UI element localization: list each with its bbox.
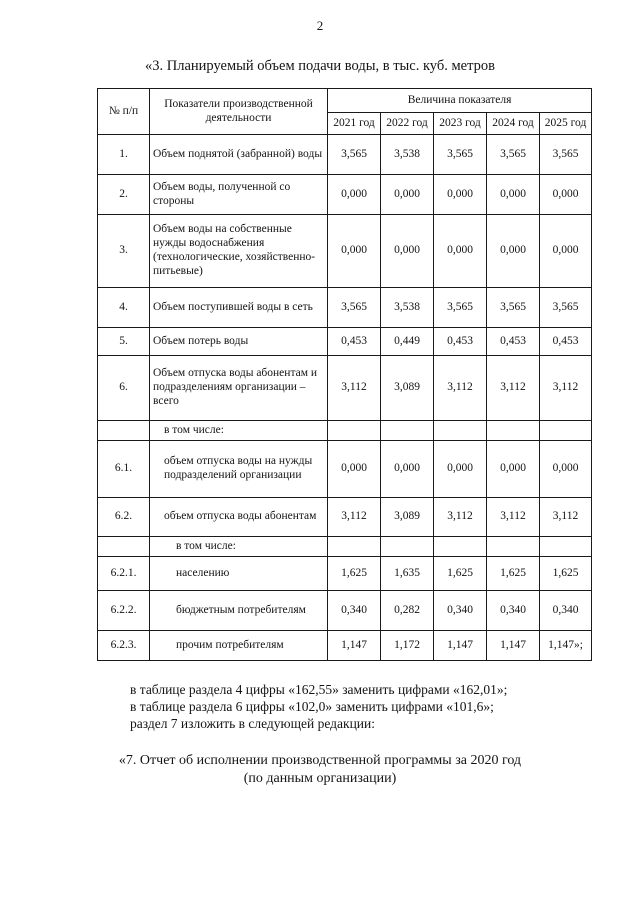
row-value: 3,565 xyxy=(434,135,487,175)
row-name: прочим потребителям xyxy=(150,631,328,661)
row-num: 6.2.1. xyxy=(98,557,150,591)
row-value: 0,000 xyxy=(381,441,434,498)
section-7-subtitle: (по данным организации) xyxy=(243,771,397,786)
row-value: 0,340 xyxy=(434,591,487,631)
row-value: 0,000 xyxy=(540,175,592,215)
row-value: 3,112 xyxy=(487,498,540,537)
row-value xyxy=(328,421,381,441)
row-name: объем отпуска воды на нужды подразделений организации xyxy=(150,441,328,498)
table-row xyxy=(98,175,592,215)
row-name: бюджетным потребителям xyxy=(150,591,328,631)
row-value xyxy=(434,421,487,441)
row-num: 3. xyxy=(98,215,150,288)
row-name: в том числе: xyxy=(150,421,328,441)
table-row xyxy=(98,591,592,631)
water-volume-table xyxy=(97,88,592,661)
amendment-text xyxy=(130,681,507,732)
row-value xyxy=(434,537,487,557)
row-value: 1,147 xyxy=(487,631,540,661)
row-value: 3,565 xyxy=(328,135,381,175)
row-value xyxy=(487,421,540,441)
header-num: № п/п xyxy=(98,89,150,135)
row-value: 0,340 xyxy=(328,591,381,631)
row-name: объем отпуска воды абонентам xyxy=(150,498,328,537)
row-value: 3,112 xyxy=(540,356,592,421)
section-7-title: «7. Отчет об исполнении производственной программы за 2020 год xyxy=(118,753,522,768)
section-title: «3. Планируемый объем подачи воды, в тыс. куб. метров xyxy=(145,58,495,74)
row-num xyxy=(98,421,150,441)
row-value: 1,147 xyxy=(434,631,487,661)
header-year: 2021 год xyxy=(328,113,381,135)
table-row xyxy=(98,421,592,441)
row-name: Объем поднятой (забранной) воды xyxy=(150,135,328,175)
row-value: 3,565 xyxy=(434,288,487,328)
row-value: 0,000 xyxy=(328,441,381,498)
row-value: 3,565 xyxy=(328,288,381,328)
amendment-line: раздел 7 изложить в следующей редакции: xyxy=(130,716,376,731)
row-num: 6. xyxy=(98,356,150,421)
header-year: 2024 год xyxy=(487,113,540,135)
row-value: 0,453 xyxy=(434,328,487,356)
row-value xyxy=(328,537,381,557)
row-num: 1. xyxy=(98,135,150,175)
row-value: 3,089 xyxy=(381,498,434,537)
row-value: 0,453 xyxy=(540,328,592,356)
row-value: 0,340 xyxy=(487,591,540,631)
row-num: 4. xyxy=(98,288,150,328)
table-row xyxy=(98,135,592,175)
row-num: 5. xyxy=(98,328,150,356)
row-value: 0,282 xyxy=(381,591,434,631)
row-value: 3,089 xyxy=(381,356,434,421)
row-value: 1,635 xyxy=(381,557,434,591)
table-row xyxy=(98,498,592,537)
row-value: 0,000 xyxy=(487,175,540,215)
row-value: 0,453 xyxy=(487,328,540,356)
row-num: 6.2.3. xyxy=(98,631,150,661)
section-7-heading xyxy=(0,752,640,788)
row-value: 0,000 xyxy=(328,175,381,215)
header-year: 2025 год xyxy=(540,113,592,135)
row-value: 3,112 xyxy=(434,356,487,421)
row-value xyxy=(540,421,592,441)
row-value: 3,538 xyxy=(381,288,434,328)
row-num xyxy=(98,537,150,557)
row-value: 3,538 xyxy=(381,135,434,175)
row-value: 3,565 xyxy=(540,288,592,328)
row-value xyxy=(540,537,592,557)
table-row xyxy=(98,631,592,661)
amendment-line: в таблице раздела 6 цифры «102,0» заменить цифрами «101,6»; xyxy=(130,699,494,714)
row-name: Объем воды на собственные нужды водоснабжения (технологические, хозяйственно-питьевые) xyxy=(150,215,328,288)
row-value: 3,112 xyxy=(487,356,540,421)
row-value: 0,000 xyxy=(434,215,487,288)
row-value: 0,000 xyxy=(434,175,487,215)
row-value: 3,565 xyxy=(540,135,592,175)
row-value: 0,453 xyxy=(328,328,381,356)
row-value: 1,147 xyxy=(328,631,381,661)
table-row xyxy=(98,215,592,288)
header-year: 2023 год xyxy=(434,113,487,135)
row-num: 6.1. xyxy=(98,441,150,498)
row-value: 3,565 xyxy=(487,288,540,328)
row-value: 0,000 xyxy=(381,175,434,215)
row-value: 0,340 xyxy=(540,591,592,631)
table-row xyxy=(98,288,592,328)
row-num: 2. xyxy=(98,175,150,215)
row-name: Объем воды, полученной со стороны xyxy=(150,175,328,215)
row-value: 3,112 xyxy=(540,498,592,537)
row-value: 1,625 xyxy=(328,557,381,591)
row-value xyxy=(381,537,434,557)
page-number: 2 xyxy=(316,18,324,33)
row-value: 0,000 xyxy=(328,215,381,288)
row-name: Объем поступившей воды в сеть xyxy=(150,288,328,328)
table-row xyxy=(98,328,592,356)
header-year: 2022 год xyxy=(381,113,434,135)
row-value: 3,112 xyxy=(434,498,487,537)
table-row xyxy=(98,356,592,421)
row-name: населению xyxy=(150,557,328,591)
row-value: 0,000 xyxy=(487,441,540,498)
table-row xyxy=(98,557,592,591)
row-value: 0,449 xyxy=(381,328,434,356)
row-value: 0,000 xyxy=(487,215,540,288)
row-value: 3,112 xyxy=(328,498,381,537)
table-row xyxy=(98,537,592,557)
row-name: Объем отпуска воды абонентам и подразделениям организации – всего xyxy=(150,356,328,421)
header-value-group: Величина показателя xyxy=(328,89,592,113)
row-num: 6.2.2. xyxy=(98,591,150,631)
row-value xyxy=(381,421,434,441)
row-value: 1,147»; xyxy=(540,631,592,661)
row-value: 1,172 xyxy=(381,631,434,661)
amendment-line: в таблице раздела 4 цифры «162,55» заменить цифрами «162,01»; xyxy=(130,682,508,697)
row-value: 3,112 xyxy=(328,356,381,421)
row-value: 0,000 xyxy=(540,441,592,498)
row-name: в том числе: xyxy=(150,537,328,557)
row-value: 1,625 xyxy=(540,557,592,591)
row-value: 0,000 xyxy=(434,441,487,498)
table-row xyxy=(98,441,592,498)
row-value: 0,000 xyxy=(381,215,434,288)
header-indicator: Показатели производственной деятельности xyxy=(150,89,328,135)
row-value: 0,000 xyxy=(540,215,592,288)
row-value: 1,625 xyxy=(434,557,487,591)
row-value: 1,625 xyxy=(487,557,540,591)
row-value xyxy=(487,537,540,557)
row-value: 3,565 xyxy=(487,135,540,175)
row-name: Объем потерь воды xyxy=(150,328,328,356)
row-num: 6.2. xyxy=(98,498,150,537)
